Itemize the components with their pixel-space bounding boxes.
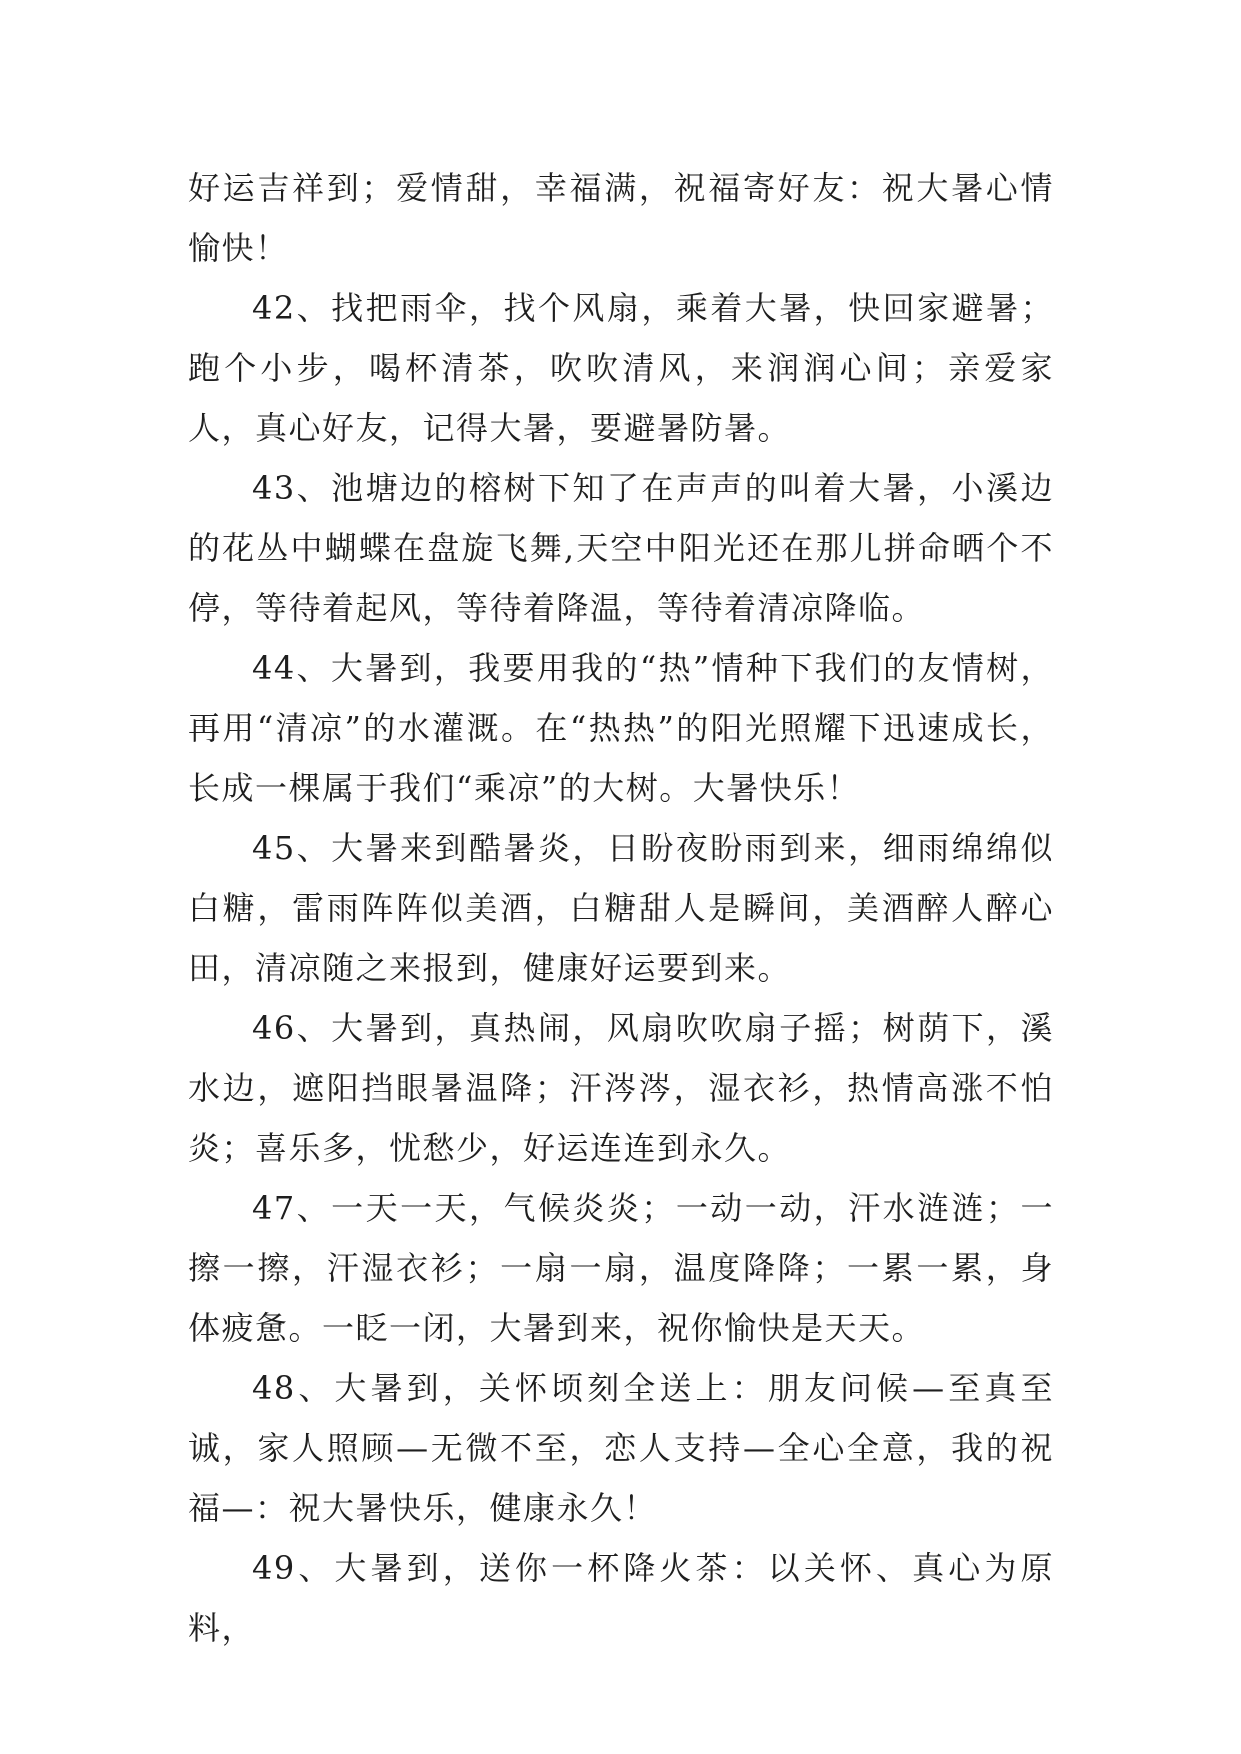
paragraph-45: 45、大暑来到酷暑炎，日盼夜盼雨到来，细雨绵绵似白糖，雷雨阵阵似美酒，白糖甜人是瞬间，美酒醉人醉心田，清凉随之来报到，健康好运要到来。 bbox=[188, 829, 1054, 987]
paragraph-49: 49、大暑到，送你一杯降火茶：以关怀、真心为原料， bbox=[188, 1549, 1054, 1647]
paragraph-48: 48、大暑到，关怀顷刻全送上：朋友问候—至真至诚，家人照顾—无微不至，恋人支持—全心全意，我的祝福—：祝大暑快乐，健康永久！ bbox=[188, 1369, 1054, 1527]
document-body bbox=[188, 158, 1054, 1658]
paragraph-43: 43、池塘边的榕树下知了在声声的叫着大暑，小溪边的花丛中蝴蝶在盘旋飞舞,天空中阳光还在那儿拼命晒个不停，等待着起风，等待着降温，等待着清凉降临。 bbox=[188, 469, 1054, 627]
paragraph-42: 42、找把雨伞，找个风扇，乘着大暑，快回家避暑；跑个小步，喝杯清茶，吹吹清风，来润润心间；亲爱家人，真心好友，记得大暑，要避暑防暑。 bbox=[188, 289, 1054, 447]
paragraph-47: 47、一天一天，气候炎炎；一动一动，汗水涟涟；一擦一擦，汗湿衣衫；一扇一扇，温度降降；一累一累，身体疲惫。一眨一闭，大暑到来，祝你愉快是天天。 bbox=[188, 1189, 1054, 1347]
paragraph-continuation: 好运吉祥到；爱情甜，幸福满，祝福寄好友：祝大暑心情愉快！ bbox=[188, 169, 1054, 267]
paragraph-46: 46、大暑到，真热闹，风扇吹吹扇子摇；树荫下，溪水边，遮阳挡眼暑温降；汗涔涔，湿衣衫，热情高涨不怕炎；喜乐多，忧愁少，好运连连到永久。 bbox=[188, 1009, 1054, 1167]
paragraph-44: 44、大暑到，我要用我的“热”情种下我们的友情树，再用“清凉”的水灌溉。在“热热”的阳光照耀下迅速成长，长成一棵属于我们“乘凉”的大树。大暑快乐！ bbox=[188, 649, 1054, 807]
